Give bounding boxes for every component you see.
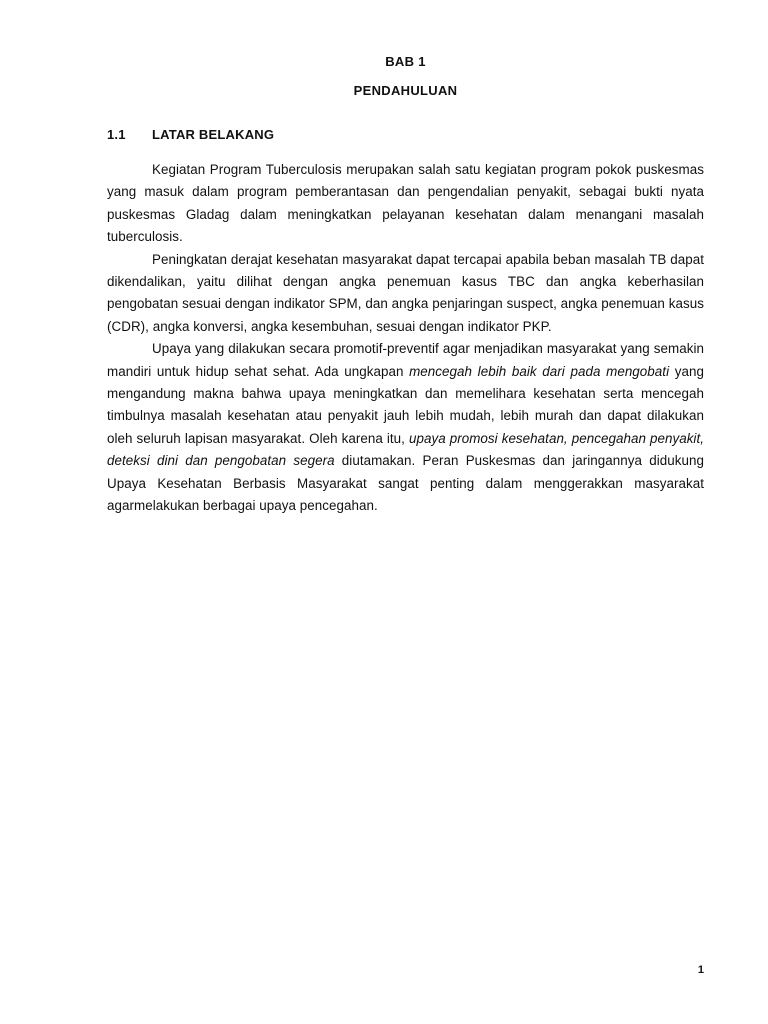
section-number: 1.1 <box>107 127 126 142</box>
paragraph-3-text-b: yang mengandung makna bahwa upaya meningkatkan dan memelihara kesehatan serta mencegah timbulnya masalah kesehatan atau penyakit jauh lebih mudah, lebih murah dan dapat dilakukan oleh seluruh lapisan masyarakat. Oleh karena itu, <box>107 363 704 446</box>
paragraph-3-text-a: Upaya yang dilakukan secara promotif-preventif agar menjadikan masyarakat yang semakin mandiri untuk hidup sehat sehat. Ada ungkapan <box>107 341 704 379</box>
paragraph-3-italic-b: upaya promosi kesehatan, pencegahan penyakit, deteksi dini dan pengobatan segera <box>107 430 705 469</box>
chapter-title: PENDAHULUAN <box>353 83 458 98</box>
paragraph-3 <box>107 338 704 517</box>
paragraph-3-text-c: diutamakan. Peran Puskesmas dan jaringannya didukung Upaya Kesehatan Berbasis Masyarakat sangat penting dalam menggerakkan masyarakat agarmelakukan berbagai upaya pencegahan. <box>107 453 704 514</box>
paragraph-1: Kegiatan Program Tuberculosis merupakan salah satu kegiatan program pokok puskesmas yang masuk dalam program pemberantasan dan pengendalian penyakit, sebagai bukti nyata puskesmas Gladag dalam meningkatkan pelayanan kesehatan dalam menangani masalah tuberculosis. <box>107 162 704 245</box>
section-heading <box>107 127 274 142</box>
page-number: 1 <box>697 964 704 976</box>
paragraph-3-italic-a: mencegah lebih baik dari pada mengobati <box>409 363 670 379</box>
paragraph-2: Peningkatan derajat kesehatan masyarakat dapat tercapai apabila beban masalah TB dapat dikendalikan, yaitu dilihat dengan angka penemuan kasus TBC dan angka keberhasilan pengobatan sesuai dengan indikator SPM, dan angka penjaringan suspect, angka penemuan kasus (CDR), angka konversi, angka kesembuhan, sesuai dengan indikator PKP. <box>107 251 704 334</box>
body-text <box>107 159 704 518</box>
chapter-number: BAB 1 <box>385 54 426 69</box>
section-title: LATAR BELAKANG <box>152 127 275 142</box>
